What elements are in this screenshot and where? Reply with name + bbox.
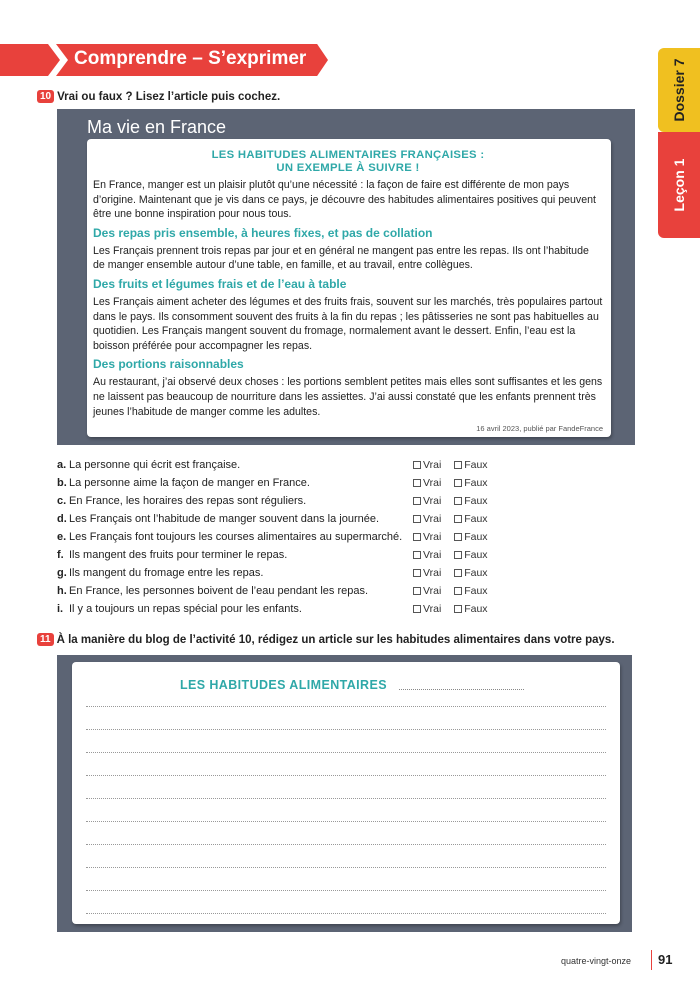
vrai-label: Vrai (423, 477, 442, 489)
vrai-option[interactable] (413, 564, 441, 582)
question-letter: a. (57, 459, 67, 471)
vrai-option[interactable] (413, 492, 441, 510)
question-text: La personne qui écrit est française. (69, 459, 241, 471)
tab-lecon-label: Leçon 1 (671, 158, 687, 212)
article-section-heading: Des repas pris ensemble, à heures fixes, et pas de collation (93, 225, 433, 240)
checkbox-icon[interactable] (454, 515, 462, 523)
vrai-option[interactable] (413, 528, 441, 546)
article-intro: En France, manger est un plaisir plutôt qu’une nécessité : la façon de faire est différente de mon pays d’origine. Maintenant que je vis dans ce pays, je découvre des habitudes alimentaires positives qui peuvent être une bonne inspiration pour nous tous. (93, 179, 596, 221)
writing-line[interactable] (86, 706, 606, 707)
blog-heading: Ma vie en France (87, 117, 227, 137)
activity-10-instruction (37, 90, 280, 103)
question-row (57, 546, 497, 564)
question-letter: d. (57, 513, 67, 525)
vrai-label: Vrai (423, 567, 442, 579)
question-options (413, 546, 498, 564)
question-text: Ils mangent du fromage entre les repas. (69, 567, 264, 579)
vrai-label: Vrai (423, 585, 442, 597)
article-card (87, 139, 611, 437)
faux-option[interactable] (454, 546, 487, 564)
vrai-label: Vrai (423, 459, 442, 471)
writing-line[interactable] (86, 913, 606, 914)
blog-frame (57, 109, 635, 445)
tab-dossier[interactable] (658, 48, 700, 132)
question-row (57, 474, 497, 492)
faux-option[interactable] (454, 600, 487, 618)
question-text: Il y a toujours un repas spécial pour les enfants. (69, 603, 302, 615)
writing-line[interactable] (86, 867, 606, 868)
question-letter: e. (57, 531, 67, 543)
section-title: Comprendre – S’exprimer (74, 48, 307, 69)
question-options (413, 456, 498, 474)
question-options (413, 528, 498, 546)
true-false-list (57, 456, 497, 618)
faux-label: Faux (464, 459, 488, 471)
question-text: Les Français ont l’habitude de manger souvent dans la journée. (69, 513, 380, 525)
faux-option[interactable] (454, 582, 487, 600)
writing-title: LES HABITUDES ALIMENTAIRES (180, 678, 387, 692)
article-credit: 16 avril 2023, publié par FandeFrance (476, 424, 603, 433)
activity-11-instruction (37, 633, 615, 646)
activity-11-text: À la manière du blog de l’activité 10, rédigez un article sur les habitudes alimentaires dans votre pays. (56, 634, 615, 646)
checkbox-icon[interactable] (413, 479, 421, 487)
writing-line[interactable] (86, 890, 606, 891)
footer-divider (651, 950, 652, 970)
faux-option[interactable] (454, 528, 487, 546)
question-letter: c. (57, 495, 67, 507)
vrai-option[interactable] (413, 510, 441, 528)
faux-option[interactable] (454, 510, 487, 528)
writing-line[interactable] (86, 798, 606, 799)
vrai-label: Vrai (423, 531, 442, 543)
question-text: Ils mangent des fruits pour terminer le repas. (69, 549, 288, 561)
vrai-option[interactable] (413, 600, 441, 618)
writing-line[interactable] (86, 729, 606, 730)
question-row (57, 564, 497, 582)
question-options (413, 510, 498, 528)
question-letter: h. (57, 585, 67, 597)
faux-option[interactable] (454, 492, 487, 510)
article-section-heading: Des portions raisonnables (93, 357, 244, 372)
checkbox-icon[interactable] (413, 461, 421, 469)
vrai-option[interactable] (413, 474, 441, 492)
faux-label: Faux (464, 531, 488, 543)
question-options (413, 492, 498, 510)
question-options (413, 564, 498, 582)
question-letter: f. (57, 549, 64, 561)
question-row (57, 528, 497, 546)
vrai-option[interactable] (413, 456, 441, 474)
checkbox-icon[interactable] (454, 551, 462, 559)
faux-label: Faux (464, 585, 488, 597)
checkbox-icon[interactable] (413, 605, 421, 613)
faux-label: Faux (464, 567, 488, 579)
tab-lecon[interactable] (658, 132, 700, 238)
question-options (413, 474, 498, 492)
article-title-line2: UN EXEMPLE À SUIVRE ! (276, 162, 420, 174)
checkbox-icon[interactable] (413, 569, 421, 577)
title-blank-line[interactable] (399, 689, 524, 690)
question-text: La personne aime la façon de manger en France. (69, 477, 310, 489)
writing-card[interactable] (72, 662, 620, 924)
question-text: Les Français font toujours les courses alimentaires au supermarché. (69, 531, 403, 543)
tab-dossier-label: Dossier 7 (671, 58, 687, 122)
activity-10-number: 10 (37, 90, 54, 103)
article-section-text: Les Français prennent trois repas par jour et en général ne mangent pas entre les repas. Ils ont l’habitude de manger ensemble autour d’une table, en famille, et au travail, entre collègues. (93, 244, 589, 272)
question-text: En France, les horaires des repas sont réguliers. (69, 495, 307, 507)
writing-line[interactable] (86, 752, 606, 753)
checkbox-icon[interactable] (454, 461, 462, 469)
checkbox-icon[interactable] (454, 569, 462, 577)
question-letter: i. (57, 603, 64, 615)
article-title-line1: LES HABITUDES ALIMENTAIRES FRANÇAISES : (211, 149, 485, 161)
page-number: 91 (658, 952, 673, 967)
writing-line[interactable] (86, 821, 606, 822)
question-row (57, 456, 497, 474)
checkbox-icon[interactable] (413, 587, 421, 595)
question-options (413, 582, 498, 600)
faux-option[interactable] (454, 456, 487, 474)
faux-label: Faux (464, 549, 488, 561)
question-row (57, 582, 497, 600)
activity-10-text: Vrai ou faux ? Lisez l’article puis cochez. (57, 91, 281, 103)
writing-frame (57, 655, 632, 932)
vrai-label: Vrai (423, 513, 442, 525)
question-text: En France, les personnes boivent de l’eau pendant les repas. (69, 585, 369, 597)
checkbox-icon[interactable] (454, 479, 462, 487)
section-banner (0, 44, 330, 76)
checkbox-icon[interactable] (413, 515, 421, 523)
checkbox-icon[interactable] (454, 587, 462, 595)
writing-line[interactable] (86, 775, 606, 776)
activity-11-number: 11 (37, 633, 54, 646)
faux-option[interactable] (454, 564, 487, 582)
checkbox-icon[interactable] (454, 605, 462, 613)
vrai-option[interactable] (413, 582, 441, 600)
article-section-heading: Des fruits et légumes frais et de l’eau à table (93, 276, 347, 291)
article-section-text: Les Français aiment acheter des légumes et des fruits frais, souvent sur les marchés, très populaires partout dans le pays. Ils consomment souvent des fruits à la fin du repas ; les pâtisseries ne sont pas habituelles au quotidien. Les Français mangent souvent du fromage, normalement avant le dessert. Enfin, l’eau est la boisson préférée pour accompagner les repas. (93, 295, 603, 352)
checkbox-icon[interactable] (413, 551, 421, 559)
article-section-text: Au restaurant, j’ai observé deux choses : les portions semblent petites mais elles sont suffisantes et les gens ne laissent pas beaucoup de nourriture dans les assiettes. J’ai aussi constaté que les enfants prennent très jeunes l’habitude de manger comme les adultes. (93, 376, 603, 418)
article-title (93, 149, 603, 175)
vrai-label: Vrai (423, 495, 442, 507)
question-options (413, 600, 498, 618)
question-row (57, 600, 497, 618)
faux-label: Faux (464, 603, 488, 615)
faux-option[interactable] (454, 474, 487, 492)
question-letter: b. (57, 477, 67, 489)
checkbox-icon[interactable] (413, 533, 421, 541)
checkbox-icon[interactable] (454, 497, 462, 505)
checkbox-icon[interactable] (413, 497, 421, 505)
page-number-words: quatre-vingt-onze (561, 956, 632, 966)
checkbox-icon[interactable] (454, 533, 462, 541)
question-row (57, 510, 497, 528)
vrai-label: Vrai (423, 549, 442, 561)
faux-label: Faux (464, 513, 488, 525)
writing-line[interactable] (86, 844, 606, 845)
vrai-label: Vrai (423, 603, 442, 615)
faux-label: Faux (464, 495, 488, 507)
question-row (57, 492, 497, 510)
faux-label: Faux (464, 477, 488, 489)
question-letter: g. (57, 567, 67, 579)
vrai-option[interactable] (413, 546, 441, 564)
